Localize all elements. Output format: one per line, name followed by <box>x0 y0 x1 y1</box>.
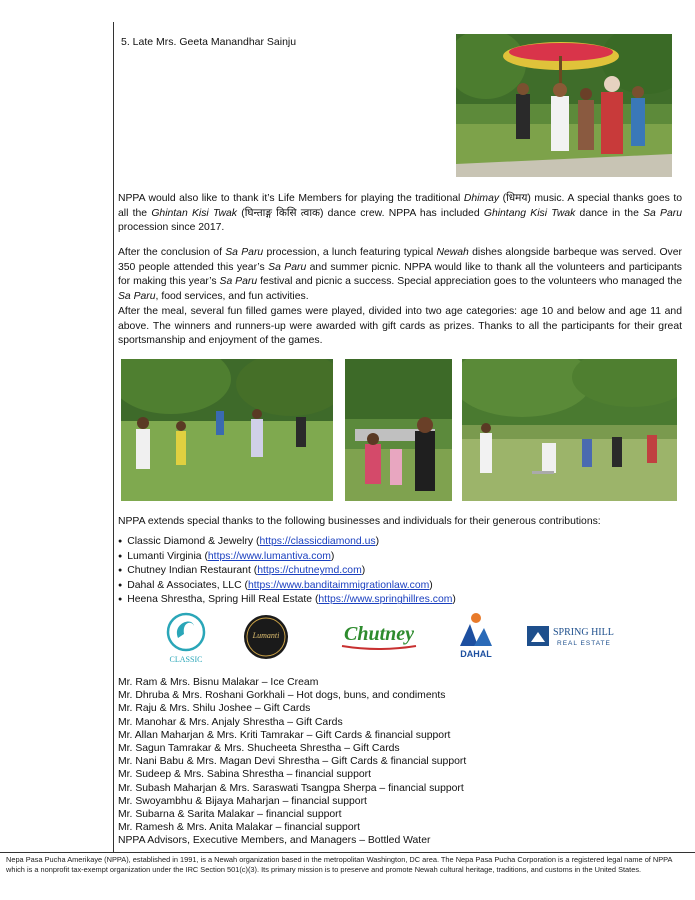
donor-item: Mr. Sudeep & Mrs. Sabina Shrestha – financial support <box>118 769 371 781</box>
text-run: Ghintang Kisi Twak <box>483 207 576 219</box>
text-run: dance in the <box>575 207 644 219</box>
svg-text:DAHAL: DAHAL <box>460 649 492 659</box>
lunch-paragraph <box>118 246 682 304</box>
memorial-list-item: 5. Late Mrs. Geeta Manandhar Sainju <box>121 36 297 48</box>
donor-item: Mr. Ramesh & Mrs. Anita Malakar – financial support <box>118 822 360 834</box>
spring-hill-logo <box>527 624 635 648</box>
chutney-logo <box>336 618 422 652</box>
left-margin-rule <box>113 22 114 852</box>
text-run: After the conclusion of <box>118 247 226 258</box>
donor-item: Mr. Allan Maharjan & Mrs. Kriti Tamrakar – Gift Cards & financial support <box>118 729 451 741</box>
sponsor-list <box>118 535 456 608</box>
donor-item: Mr. Ram & Mrs. Bisnu Malakar – Ice Cream <box>118 677 319 688</box>
sponsor-item: ● Dahal & Associates, LLC (https://www.banditaimmigrationlaw.com) <box>118 579 456 594</box>
sponsor-link[interactable]: https://classicdiamond.us <box>259 536 376 547</box>
sponsor-item: ● Lumanti Virginia (https://www.lumantiva.com) <box>118 550 456 565</box>
text-run: (घिन्ताङ्ग किसि त्वाक) dance crew. NPPA has included <box>237 207 484 219</box>
text-run: NPPA would also like to thank it’s Life Members for playing the traditional <box>118 193 464 204</box>
text-run: Dhimay <box>463 193 500 204</box>
donor-item: Mr. Swoyambhu & Bijaya Maharjan – financial support <box>118 795 367 807</box>
text-run: Sa Paru <box>643 207 683 219</box>
text-run: Sa Paru <box>219 276 258 288</box>
games-photo-1 <box>121 359 333 501</box>
games-photo-2 <box>345 359 452 501</box>
donor-item: Mr. Raju & Mrs. Shilu Joshee – Gift Cards <box>118 703 311 715</box>
donor-item: Mr. Subarna & Sarita Malakar – financial support <box>118 809 342 821</box>
sponsor-item: ● Chutney Indian Restaurant (https://chutneymd.com) <box>118 564 456 579</box>
svg-text:Chutney: Chutney <box>343 623 415 645</box>
text-run: festival and picnic a success. Special appreciation goes to the volunteers who managed the <box>257 276 682 288</box>
games-paragraph: After the meal, several fun filled games were played, divided into two age categories: age 10 and below and age 11 and above. The winners and runners-up were awarded with gift cards as prizes. Thanks to all the participants for their great sportsmanship and enjoyment of the games. <box>118 306 682 347</box>
sponsor-link[interactable]: https://www.springhillres.com <box>318 594 453 606</box>
text-run: Newah <box>436 247 469 258</box>
donor-list <box>118 676 466 848</box>
text-run: dishes alongside barbeque was served. Over 350 people attended this year’s <box>118 247 682 273</box>
sponsors-intro: NPPA extends special thanks to the following businesses and individuals for their generous contributions: <box>118 516 601 527</box>
games-photo-3 <box>462 359 677 501</box>
sponsor-link[interactable]: https://www.banditaimmigrationlaw.com <box>247 579 430 591</box>
donor-item: Mr. Subash Maharjan & Mrs. Saraswati Tsangpa Sherpa – financial support <box>118 782 464 794</box>
text-run: Sa Paru <box>225 247 264 258</box>
svg-text:REAL ESTATE: REAL ESTATE <box>557 640 611 647</box>
procession-photo <box>456 34 672 177</box>
text-run: (धिमय) music. A special thanks goes to all the <box>118 193 682 219</box>
svg-text:SPRING HILL: SPRING HILL <box>553 627 614 638</box>
sponsor-item: ● Heena Shrestha, Spring Hill Real Estate (https://www.springhillres.com) <box>118 593 456 608</box>
donor-item: NPPA Advisors, Executive Members, and Managers – Bottled Water <box>118 835 431 847</box>
lumanti-logo <box>243 614 289 660</box>
sponsor-item: ● Classic Diamond & Jewelry (https://classicdiamond.us) <box>118 535 456 550</box>
donor-item: Mr. Manohar & Mrs. Anjaly Shrestha – Gift Cards <box>118 716 343 728</box>
text-run: procession since 2017. <box>118 222 225 234</box>
donor-item: Mr. Sagun Tamrakar & Mrs. Shucheeta Shrestha – Gift Cards <box>118 743 400 755</box>
sponsor-link[interactable]: https://www.lumantiva.com <box>207 550 331 562</box>
donor-item: Mr. Dhruba & Mrs. Roshani Gorkhali – Hot dogs, buns, and condiments <box>118 690 446 702</box>
text-run: procession, a lunch featuring typical <box>263 247 437 258</box>
text-run: Sa Paru <box>268 261 307 273</box>
footer-note: Nepa Pasa Pucha Amerikaye (NPPA), established in 1991, is a Newah organization based in the metropolitan Washington, DC area. The Nepa Pasa Pucha Corporation is a registered legal name of NPPA which is a nonprofit tax-exempt organization under the IRC Section 501(c)(3). Its primary mission is to preserve and promote Newah cultural heritage, traditions, and customs in the United States. <box>6 855 673 874</box>
text-run: and summer picnic. NPPA would like to thank all the volunteers and participants for making this year’s <box>118 261 682 288</box>
donor-item: Mr. Nani Babu & Mrs. Magan Devi Shrestha – Gift Cards & financial support <box>118 756 467 768</box>
text-run: Sa Paru <box>118 290 156 302</box>
dahal-logo <box>456 610 496 664</box>
text-run: Ghintan Kisi Twak <box>151 207 237 219</box>
footer-rule <box>0 852 695 853</box>
svg-text:CLASSIC: CLASSIC <box>169 655 203 664</box>
sponsor-link[interactable]: https://chutneymd.com <box>257 565 362 577</box>
life-members-paragraph <box>118 192 682 236</box>
classic-diamond-logo <box>162 610 210 666</box>
text-run: , food services, and fun activities. <box>155 290 309 302</box>
svg-text:Lumanti: Lumanti <box>252 631 280 640</box>
